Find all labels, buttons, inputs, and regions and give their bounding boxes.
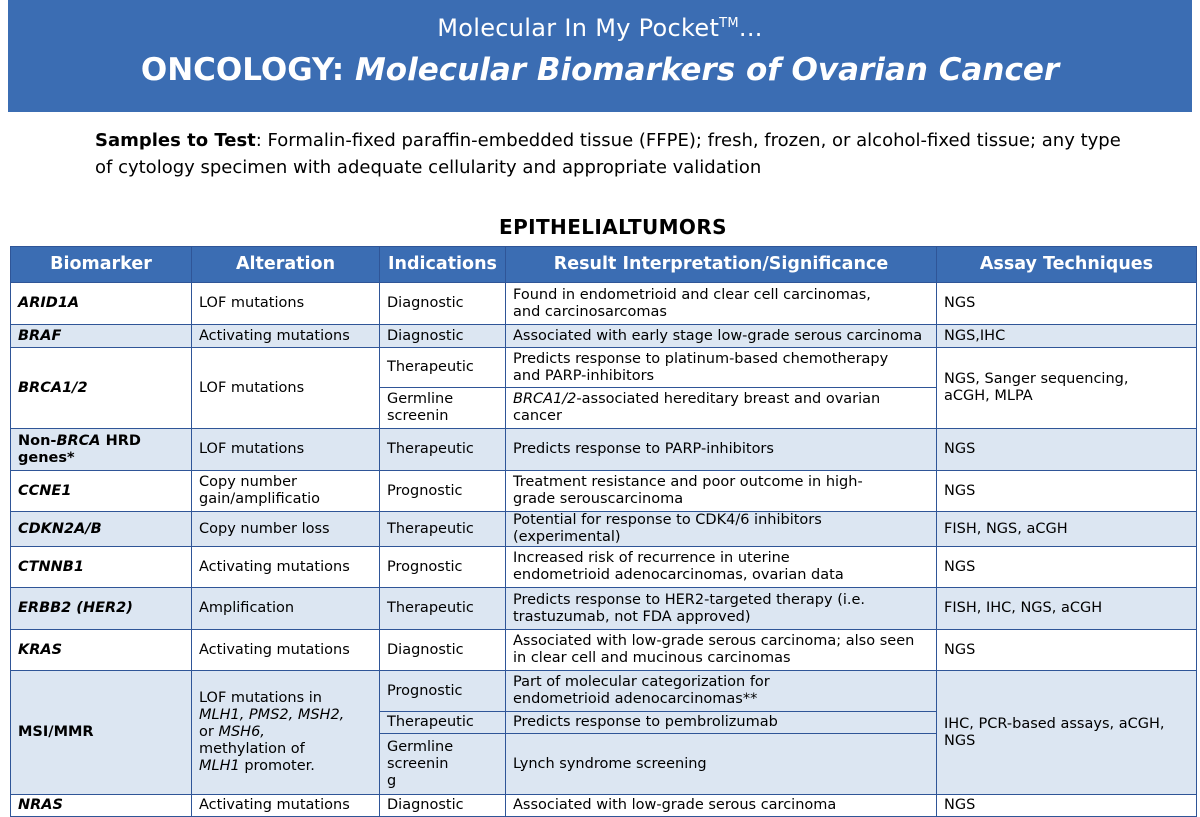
result-cell: Increased risk of recurrence in uterine endometrioid adenocarcinomas, ovarian data [506,547,937,588]
column-header: Assay Techniques [937,247,1197,283]
page-title: ONCOLOGY: Molecular Biomarkers of Ovarian Cancer [140,52,1060,88]
alteration-cell: LOF mutations [192,348,380,429]
table-row [11,795,1197,817]
indication-cell: Diagnostic [380,630,506,671]
assay-cell: NGS [937,283,1197,325]
table-header-row [11,247,1197,283]
alteration-cell: Activating mutations [192,547,380,588]
column-header: Alteration [192,247,380,283]
alteration-cell: Amplification [192,588,380,630]
table-row [11,429,1197,471]
column-header: Result Interpretation/Significance [506,247,937,283]
indication-cell: Prognostic [380,547,506,588]
table-row [11,512,1197,547]
indication-cell: Prognostic [380,471,506,512]
alteration-cell: LOF mutations in MLH1, PMS2, MSH2, or MSH6, methylation of MLH1 promoter. [192,671,380,795]
table-row [11,671,1197,712]
assay-cell: NGS [937,795,1197,817]
table-row [11,471,1197,512]
biomarker-cell: NRAS [11,795,192,817]
assay-cell: NGS, Sanger sequencing, aCGH, MLPA [937,348,1197,429]
biomarker-cell: MSI/MMR [11,671,192,795]
indication-cell: Diagnostic [380,283,506,325]
samples-to-test: Samples to Test: Formalin-fixed paraffin-embedded tissue (FFPE); fresh, frozen, or alcohol-fixed tissue; any type of cytology specimen with adequate cellularity and appropriate validation [95,130,1121,178]
trademark-mark: TM [719,16,739,31]
result-cell: Associated with early stage low-grade serous carcinoma [506,325,937,348]
assay-cell: IHC, PCR-based assays, aCGH, NGS [937,671,1197,795]
result-cell: BRCA1/2-associated hereditary breast and ovarian cancer [506,388,937,429]
indication-cell: Therapeutic [380,429,506,471]
indication-cell: Diagnostic [380,795,506,817]
table-row [11,588,1197,630]
indication-cell: Germline screenin [380,388,506,429]
assay-cell: FISH, IHC, NGS, aCGH [937,588,1197,630]
alteration-cell: Copy number loss [192,512,380,547]
result-cell: Predicts response to PARP-inhibitors [506,429,937,471]
result-cell: Found in endometrioid and clear cell carcinomas, and carcinosarcomas [506,283,937,325]
alteration-cell: Copy number gain/amplificatio [192,471,380,512]
result-cell: Predicts response to pembrolizumab [506,712,937,734]
alteration-cell: Activating mutations [192,630,380,671]
alteration-cell: Activating mutations [192,325,380,348]
result-cell: Predicts response to platinum-based chemotherapy and PARP-inhibitors [506,348,937,388]
alteration-cell: LOF mutations [192,283,380,325]
header-banner [8,0,1192,112]
biomarker-cell: CDKN2A/B [11,512,192,547]
biomarker-cell: Non-BRCA HRD genes* [11,429,192,471]
table-row [11,547,1197,588]
biomarker-cell: CTNNB1 [11,547,192,588]
biomarker-cell: CCNE1 [11,471,192,512]
biomarker-cell: BRCA1/2 [11,348,192,429]
result-cell: Treatment resistance and poor outcome in high- grade serouscarcinoma [506,471,937,512]
table-row [11,630,1197,671]
assay-cell: NGS [937,547,1197,588]
biomarker-cell: ERBB2 (HER2) [11,588,192,630]
column-header: Biomarker [11,247,192,283]
assay-cell: NGS [937,471,1197,512]
biomarker-table [10,246,1197,817]
alteration-cell: Activating mutations [192,795,380,817]
result-cell: Part of molecular categorization for endometrioid adenocarcinomas** [506,671,937,712]
assay-cell: NGS [937,429,1197,471]
result-cell: Associated with low-grade serous carcinoma; also seen in clear cell and mucinous carcinomas [506,630,937,671]
indication-cell: Therapeutic [380,588,506,630]
indication-cell: Therapeutic [380,512,506,547]
indication-cell: Diagnostic [380,325,506,348]
indication-cell: Prognostic [380,671,506,712]
indication-cell: Therapeutic [380,348,506,388]
result-cell: Lynch syndrome screening [506,734,937,795]
assay-cell: FISH, NGS, aCGH [937,512,1197,547]
result-cell: Potential for response to CDK4/6 inhibitors (experimental) [506,512,937,547]
assay-cell: NGS [937,630,1197,671]
table-row [11,348,1197,388]
column-header: Indications [380,247,506,283]
result-cell: Associated with low-grade serous carcinoma [506,795,937,817]
alteration-cell: LOF mutations [192,429,380,471]
biomarker-cell: KRAS [11,630,192,671]
biomarker-cell: ARID1A [11,283,192,325]
table-row [11,325,1197,348]
result-cell: Predicts response to HER2-targeted therapy (i.e. trastuzumab, not FDA approved) [506,588,937,630]
section-title: EPITHELIALTUMORS [499,215,727,239]
biomarker-cell: BRAF [11,325,192,348]
indication-cell: Germline screenin g [380,734,506,795]
assay-cell: NGS,IHC [937,325,1197,348]
indication-cell: Therapeutic [380,712,506,734]
table-row [11,283,1197,325]
header-subtitle: Molecular In My Pocket™... [437,14,763,42]
